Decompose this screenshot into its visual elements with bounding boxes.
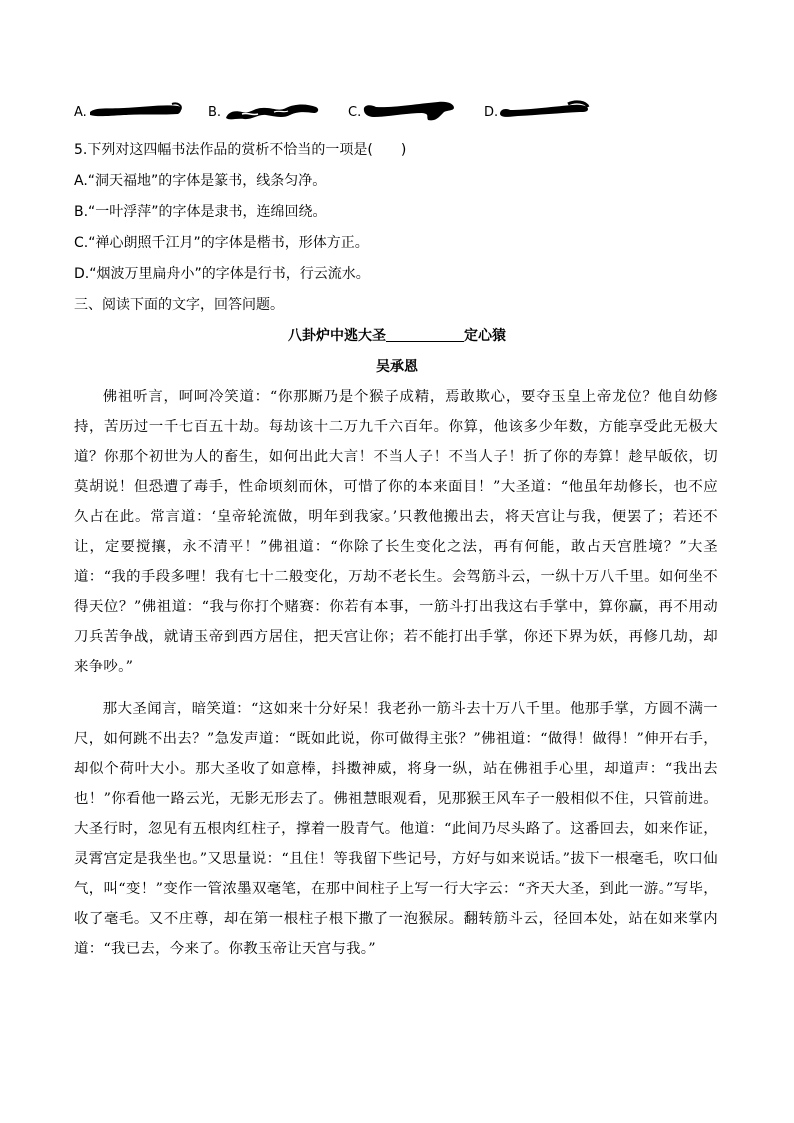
option-a-label: A. <box>74 105 87 120</box>
title-blank <box>386 327 464 342</box>
option-c <box>348 98 468 128</box>
brush-stroke-clerical-icon <box>222 98 322 124</box>
article-author: 吴承恩 <box>376 359 418 375</box>
calligraphy-options <box>74 98 724 128</box>
question-5-stem: 5.下列对这四幅书法作品的赏析不恰当的一项是( ) <box>74 142 407 158</box>
article-title-left: 八卦炉中逃大圣 <box>288 328 386 344</box>
article-paragraph-1: 佛祖听言，呵呵冷笑道：“你那厮乃是个猴子成精，焉敢欺心，要夺玉皇上帝龙位？他自幼修持，苦历过一千七百五十劫。每劫该十二万九千六百年。你算，他该多少年数，方能享受此无极大道？你那个初世为人的畜生，如何出此大言！不当人子！不当人子！折了你的寿算！趁早皈依，切莫胡说！但恐遭了毒手，性命顷刻而休，可惜了你的本来面目！”大圣道：“他虽年劫修长，也不应久占在此。常言道：‘皇帝轮流做，明年到我家。’只教他搬出去，将天宫让与我，便罢了；若还不让，定要搅攘，永不清平！”佛祖道：“你除了长生变化之法，再有何能，敢占天宫胜境？”大圣道：“我的手段多哩！我有七十二般变化，万劫不老长生。会驾筋斗云，一纵十万八千里。如何坐不得天位？”佛祖道：“我与你打个赌赛：你若有本事，一筋斗打出我这右手掌中，算你赢，再不用动刀兵苦争战，就请玉帝到西方居住，把天宫让你；若不能打出手掌，你还下界为妖，再修几劫，却来争吵。” <box>74 389 718 675</box>
section-3-heading: 三、阅读下面的文字，回答问题。 <box>74 297 284 313</box>
option-b-label: B. <box>208 105 222 120</box>
brush-stroke-seal-icon <box>88 98 184 124</box>
article-title-right: 定心猿 <box>464 328 506 344</box>
article-paragraph-2: 那大圣闻言，暗笑道：“这如来十分好呆！我老孙一筋斗去十万八千里。他那手掌，方圆不满一尺，如何跳不出去？”急发声道：“既如此说，你可做得主张？”佛祖道：“做得！做得！”伸开右手，却似个荷叶大小。那大圣收了如意棒，抖擞神威，将身一纵，站在佛祖手心里，却道声：“我出去也！”你看他一路云光，无影无形去了。佛祖慧眼观看，见那猴王风车子一般相似不住，只管前进。大圣行时，忽见有五根肉红柱子，撑着一股青气。他道：“此间乃尽头路了。这番回去，如来作证，灵霄宫定是我坐也。”又思量说：“且住！等我留下些记号，方好与如来说话。”拔下一根毫毛，吹口仙气，叫“变！”变作一管浓墨双毫笔，在那中间柱子上写一行大字云：“齐天大圣，到此一游。”写毕，收了毫毛。又不庄尊，却在第一根柱子根下撒了一泡猴尿。翻转筋斗云，径回本处，站在如来掌内道：“我已去，今来了。你教玉帝让天宫与我。” <box>74 701 718 957</box>
option-d-label: D. <box>484 105 499 120</box>
question-5-choice-c: C.“禅心朗照千江月”的字体是楷书，形体方正。 <box>74 235 369 251</box>
question-5-choice-a: A.“洞天福地”的字体是篆书，线条匀净。 <box>74 173 327 189</box>
option-a <box>74 98 194 128</box>
brush-stroke-running-icon <box>498 98 590 124</box>
question-5-choice-d: D.“烟波万里扁舟小”的字体是行书，行云流水。 <box>74 266 370 282</box>
option-c-label: C. <box>348 105 362 120</box>
option-d <box>484 98 614 128</box>
article-title <box>0 326 794 346</box>
question-5-choice-b: B.“一叶浮萍”的字体是隶书，连绵回绕。 <box>74 204 327 220</box>
option-b <box>208 98 338 128</box>
brush-stroke-regular-icon <box>362 98 456 126</box>
